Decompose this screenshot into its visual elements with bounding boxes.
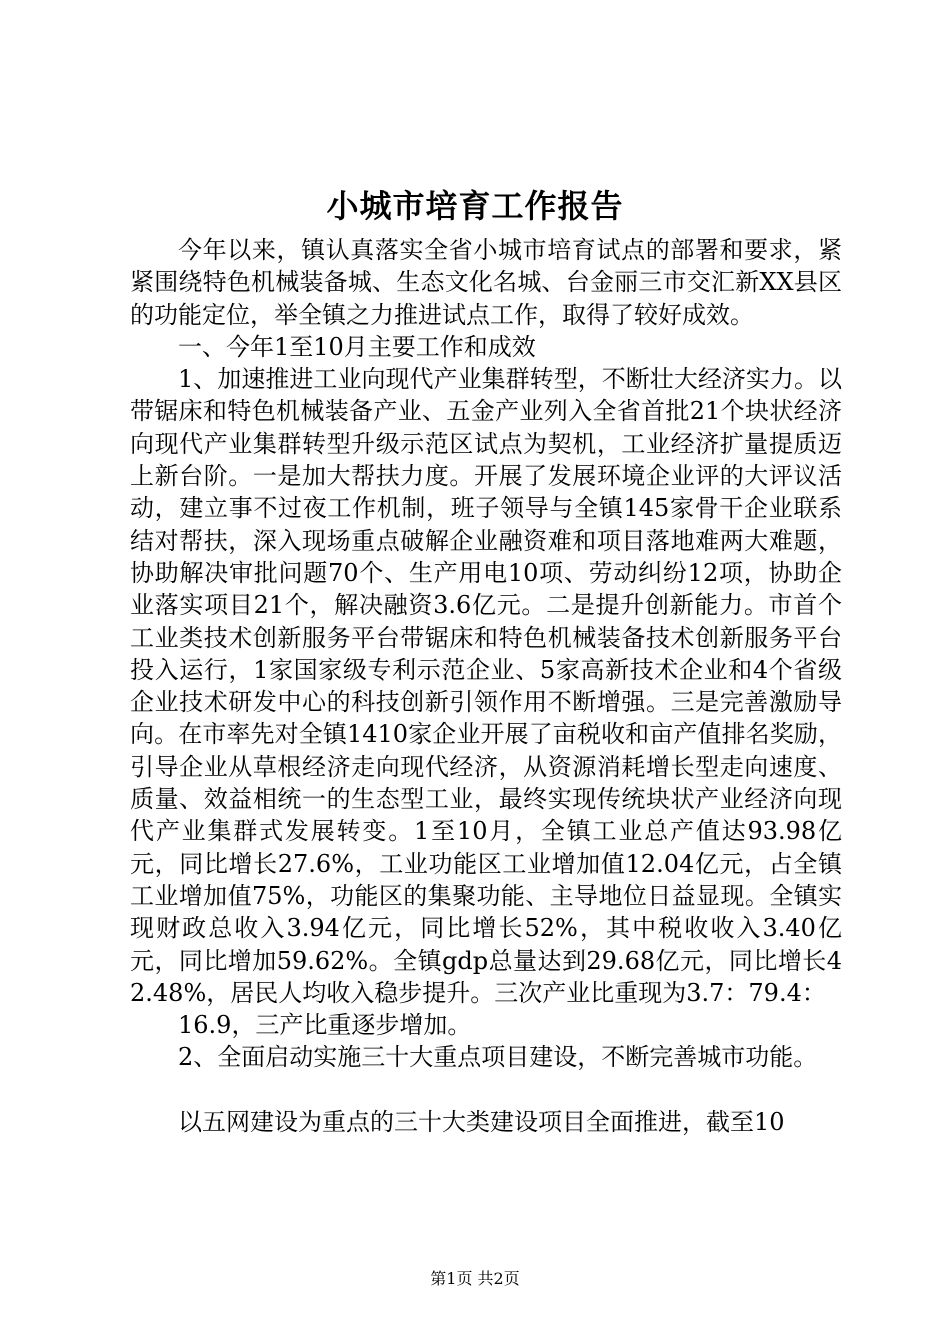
paragraph-projects-heading: 2、全面启动实施三十大重点项目建设，不断完善城市功能。 [178, 1043, 818, 1072]
paragraph-intro: 今年以来，镇认真落实全省小城市培育试点的部署和要求，紧紧围绕特色机械装备城、生态文化名城、台金丽三市交汇新XX县区的功能定位，举全镇之力推进试点工作，取得了较好成效。 [130, 236, 842, 329]
section-heading-1: 一、今年1至10月主要工作和成效 [178, 332, 536, 361]
page-number-footer: 第1页 共2页 [430, 1269, 520, 1288]
document-title: 小城市培育工作报告 [326, 187, 624, 225]
paragraph-industry: 1、加速推进工业向现代产业集群转型，不断壮大经济实力。以带锯床和特色机械装备产业、五金产业列入全省首批21个块状经济向现代产业集群转型升级示范区试点为契机，工业经济扩量提质迈上新台阶。一是加大帮扶力度。开展了发展环境企业评的大评议活动，建立事不过夜工作机制，班子领导与全镇145家骨干企业联系结对帮扶，深入现场重点破解企业融资难和项目落地难两大难题，协助解决审批问题70个、生产用电10项、劳动纠纷12项，协助企业落实项目21个，解决融资3.6亿元。二是提升创新能力。市首个工业类技术创新服务平台带锯床和特色机械装备技术创新服务平台投入运行，1家国家级专利示范企业、5家高新技术企业和4个省级企业技术研发中心的科技创新引领作用不断增强。三是完善激励导向。在市率先对全镇1410家企业开展了亩税收和亩产值排名奖励，引导企业从草根经济走向现代经济，从资源消耗增长型走向速度、质量、效益相统一的生态型工业，最终实现传统块状产业经济向现代产业集群式发展转变。1至10月，全镇工业总产值达93.98亿元，同比增长27.6%，工业功能区工业增加值12.04亿元，占全镇工业增加值75%，功能区的集聚功能、主导地位日益显现。全镇实现财政总收入3.94亿元，同比增长52%，其中税收收入3.40亿元，同比增加59.62%。全镇gdp总量达到29.68亿元，同比增长42.48%，居民人均收入稳步提升。三次产业比重现为3.7：79.4： [130, 365, 842, 1007]
paragraph-projects: 以五网建设为重点的三十大类建设项目全面推进，截至10 [178, 1107, 785, 1136]
document-body [130, 234, 842, 1138]
paragraph-ratio-continued: 16.9，三产比重逐步增加。 [178, 1011, 472, 1040]
